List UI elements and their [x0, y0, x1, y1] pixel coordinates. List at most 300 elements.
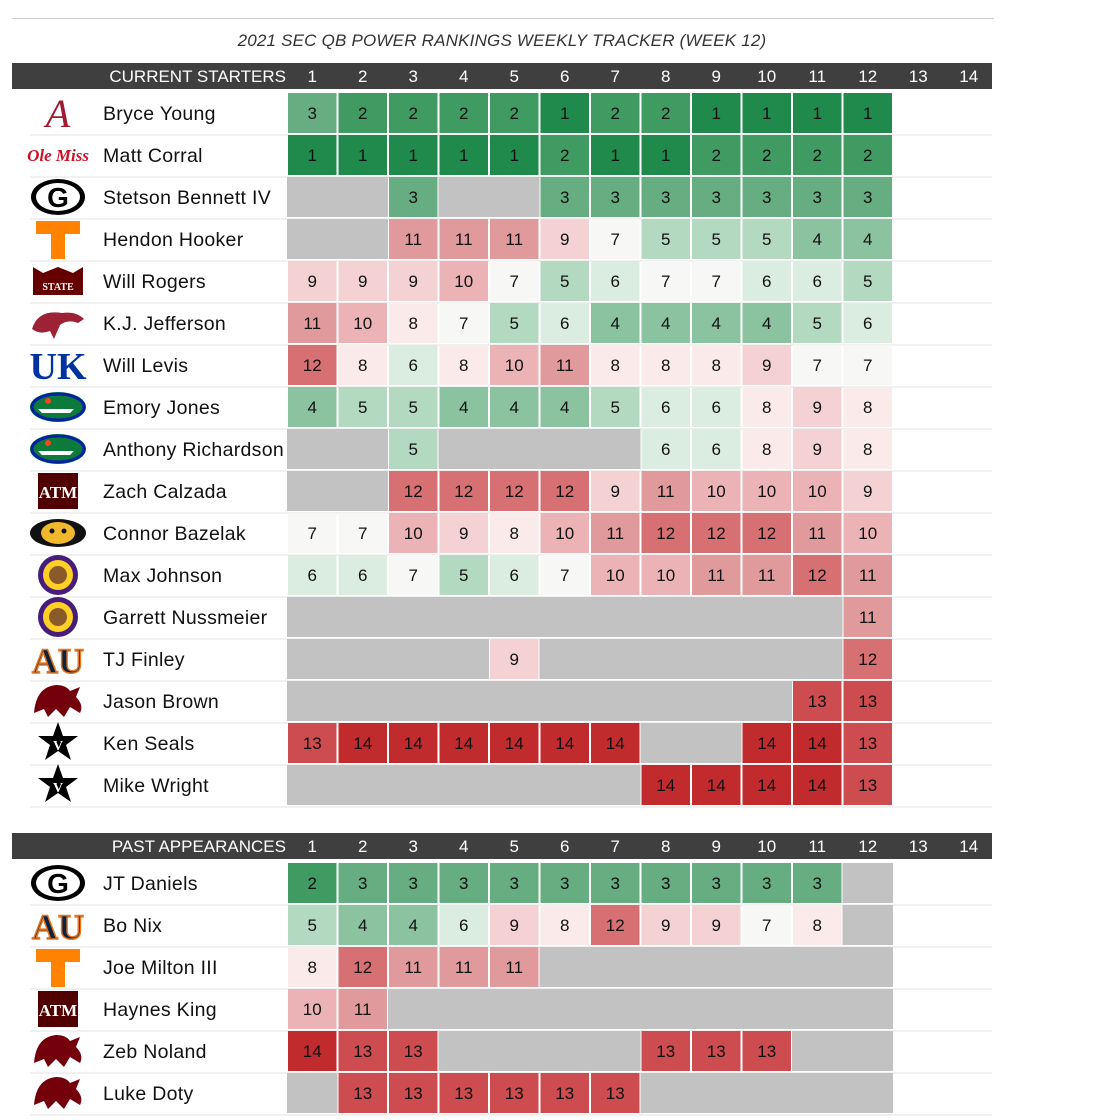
rank-value: 12	[353, 958, 373, 977]
unranked-block	[641, 723, 742, 763]
rank-value: 9	[408, 272, 418, 291]
week-tick-label: 6	[560, 67, 570, 86]
rank-value: 13	[353, 1084, 373, 1103]
rank-value: 6	[358, 566, 368, 585]
rank-value: 2	[711, 146, 721, 165]
tennessee-logo	[36, 949, 80, 987]
unranked-block	[641, 1073, 894, 1113]
player-name: Connor Bazelak	[103, 523, 246, 545]
rank-value: 14	[353, 734, 373, 753]
rank-value: 4	[610, 314, 620, 333]
unranked-block	[287, 177, 388, 217]
player-name: Garrett Nussmeier	[103, 607, 268, 629]
rank-value: 13	[706, 1042, 726, 1061]
unranked-block	[287, 765, 641, 805]
rank-value: 2	[358, 104, 368, 123]
player-name: Matt Corral	[103, 145, 203, 167]
unranked-block	[540, 639, 843, 679]
rank-value: 7	[408, 566, 418, 585]
vanderbilt-logo	[38, 722, 78, 760]
rank-value: 8	[762, 440, 772, 459]
rank-value: 7	[812, 356, 822, 375]
rank-value: 14	[706, 776, 726, 795]
player-name: TJ Finley	[103, 649, 185, 671]
rank-value: 14	[807, 776, 827, 795]
rank-value: 3	[408, 188, 418, 207]
rank-value: 14	[555, 734, 575, 753]
rank-value: 10	[807, 482, 827, 501]
week-tick-label: 12	[858, 67, 878, 86]
rank-value: 5	[812, 314, 822, 333]
rank-value: 8	[459, 356, 469, 375]
svg-text:AU: AU	[32, 907, 84, 947]
auburn-logo	[32, 641, 84, 681]
unranked-block	[439, 1031, 641, 1071]
unranked-block	[287, 471, 388, 511]
svg-text:Ole Miss: Ole Miss	[27, 146, 89, 165]
table-row	[30, 947, 992, 989]
rank-value: 6	[307, 566, 317, 585]
rank-value: 2	[408, 104, 418, 123]
florida-logo	[30, 392, 86, 422]
rank-value: 13	[858, 692, 878, 711]
table-row	[30, 989, 992, 1031]
rank-value: 7	[661, 272, 671, 291]
rank-value: 10	[302, 1000, 322, 1019]
texas-am-logo	[38, 991, 78, 1027]
player-name: Hendon Hooker	[103, 229, 244, 251]
rank-value: 1	[711, 104, 721, 123]
rank-value: 1	[459, 146, 469, 165]
table-row	[30, 345, 993, 388]
rank-value: 6	[459, 916, 469, 935]
rank-value: 9	[812, 398, 822, 417]
table-row	[30, 303, 992, 345]
rank-value: 2	[560, 146, 570, 165]
rank-value: 9	[661, 916, 671, 935]
rank-value: 6	[610, 272, 620, 291]
rank-value: 5	[509, 314, 519, 333]
unranked-block	[843, 863, 894, 903]
rank-value: 2	[762, 146, 772, 165]
rank-value: 4	[711, 314, 721, 333]
rank-value: 5	[610, 398, 620, 417]
week-tick-label: 3	[408, 837, 418, 856]
unranked-block	[287, 429, 388, 469]
rank-value: 7	[307, 524, 317, 543]
rank-value: 1	[307, 146, 317, 165]
rank-value: 1	[509, 146, 519, 165]
auburn-logo	[32, 907, 84, 947]
rank-value: 7	[610, 230, 620, 249]
florida-logo	[30, 434, 86, 464]
rank-value: 3	[711, 188, 721, 207]
rank-value: 3	[711, 874, 721, 893]
rank-value: 8	[307, 958, 317, 977]
week-tick-label: 13	[908, 837, 928, 856]
rank-value: 13	[757, 1042, 777, 1061]
table-row	[30, 1031, 992, 1073]
rank-value: 2	[863, 146, 873, 165]
rank-value: 5	[408, 398, 418, 417]
rank-value: 2	[509, 104, 519, 123]
rank-value: 13	[403, 1042, 423, 1061]
player-name: Luke Doty	[103, 1083, 194, 1105]
rank-value: 11	[858, 566, 877, 585]
rank-value: 7	[509, 272, 519, 291]
tennessee-logo	[36, 221, 80, 259]
week-tick-label: 7	[610, 837, 620, 856]
player-name: Ken Seals	[103, 733, 195, 755]
week-tick-label: 13	[908, 67, 928, 86]
rank-value: 11	[555, 356, 574, 375]
player-name: Will Rogers	[103, 271, 206, 293]
south-carolina-logo	[34, 1077, 81, 1109]
rank-value: 10	[858, 524, 878, 543]
rank-value: 10	[403, 524, 423, 543]
rank-value: 12	[403, 482, 423, 501]
rank-value: 8	[509, 524, 519, 543]
rank-value: 3	[408, 874, 418, 893]
rank-value: 12	[504, 482, 524, 501]
missouri-logo	[30, 519, 86, 547]
rank-value: 1	[358, 146, 368, 165]
rank-value: 3	[863, 188, 873, 207]
rank-value: 3	[762, 188, 772, 207]
rank-value: 4	[408, 916, 418, 935]
rank-value: 10	[656, 566, 676, 585]
svg-text:A: A	[45, 91, 71, 136]
rank-value: 6	[711, 440, 721, 459]
texas-am-logo	[38, 473, 78, 509]
rank-value: 10	[706, 482, 726, 501]
unranked-block	[287, 681, 792, 721]
week-tick-label: 9	[711, 67, 721, 86]
player-name: Max Johnson	[103, 565, 223, 587]
unranked-block	[287, 639, 489, 679]
rank-value: 3	[661, 188, 671, 207]
rank-value: 14	[302, 1042, 322, 1061]
table-row	[30, 177, 992, 219]
section-header	[12, 63, 992, 89]
rank-value: 3	[610, 874, 620, 893]
player-name: Will Levis	[103, 355, 189, 377]
rank-value: 4	[560, 398, 570, 417]
rank-value: 4	[762, 314, 772, 333]
svg-text:G: G	[47, 182, 69, 213]
rank-value: 13	[504, 1084, 524, 1103]
rank-value: 3	[610, 188, 620, 207]
vanderbilt-logo	[38, 764, 78, 802]
rank-value: 12	[605, 916, 625, 935]
rank-value: 13	[302, 734, 322, 753]
table-row	[30, 429, 992, 471]
rank-value: 4	[509, 398, 519, 417]
rank-value: 8	[358, 356, 368, 375]
week-tick-label: 2	[358, 67, 368, 86]
rank-value: 4	[812, 230, 822, 249]
rank-value: 2	[610, 104, 620, 123]
player-name: Haynes King	[103, 999, 217, 1021]
rank-value: 11	[404, 230, 423, 249]
rank-value: 10	[504, 356, 524, 375]
table-row	[30, 555, 992, 597]
rank-value: 10	[454, 272, 474, 291]
rank-value: 9	[863, 482, 873, 501]
rank-value: 5	[661, 230, 671, 249]
rank-value: 1	[812, 104, 822, 123]
week-tick-label: 10	[757, 837, 777, 856]
south-carolina-logo	[34, 1035, 81, 1067]
svg-text:STATE: STATE	[42, 282, 74, 293]
rank-value: 11	[353, 1000, 372, 1019]
rank-value: 11	[808, 524, 827, 543]
svg-text:UK: UK	[29, 346, 87, 388]
player-name: Joe Milton III	[103, 957, 218, 979]
ole-miss-logo	[27, 146, 89, 165]
rank-value: 6	[661, 398, 671, 417]
rank-value: 11	[404, 958, 423, 977]
rank-value: 11	[606, 524, 625, 543]
rank-value: 13	[403, 1084, 423, 1103]
week-tick-label: 1	[307, 67, 317, 86]
player-name: Anthony Richardson	[103, 439, 285, 461]
week-tick-label: 14	[959, 67, 979, 86]
rank-value: 12	[302, 356, 322, 375]
rank-value: 8	[863, 398, 873, 417]
rank-value: 2	[661, 104, 671, 123]
rank-value: 14	[454, 734, 474, 753]
table-row	[30, 91, 992, 136]
rank-value: 13	[454, 1084, 474, 1103]
table-row	[27, 135, 992, 177]
svg-text:V: V	[52, 781, 64, 796]
rank-value: 12	[757, 524, 777, 543]
table-row	[30, 863, 992, 905]
georgia-logo	[31, 865, 85, 901]
rank-value: 8	[762, 398, 772, 417]
rank-value: 9	[509, 916, 519, 935]
rank-value: 7	[560, 566, 570, 585]
rank-value: 1	[560, 104, 570, 123]
rank-value: 7	[863, 356, 873, 375]
player-name: Zach Calzada	[103, 481, 227, 503]
rank-value: 11	[454, 958, 473, 977]
rank-value: 5	[711, 230, 721, 249]
rank-value: 11	[505, 230, 524, 249]
player-name: Jason Brown	[103, 691, 220, 713]
unranked-block	[540, 947, 894, 987]
rank-value: 3	[509, 874, 519, 893]
rank-value: 7	[459, 314, 469, 333]
table-row	[30, 261, 992, 303]
rank-value: 13	[858, 734, 878, 753]
rank-value: 12	[858, 650, 878, 669]
rank-value: 10	[555, 524, 575, 543]
unranked-block	[439, 177, 540, 217]
svg-text:ATM: ATM	[38, 1001, 78, 1020]
section-header-label: CURRENT STARTERS	[109, 67, 286, 86]
rank-value: 6	[711, 398, 721, 417]
table-row	[30, 513, 992, 555]
rank-value: 7	[358, 524, 368, 543]
table-row	[30, 722, 992, 765]
rank-value: 13	[807, 692, 827, 711]
rank-value: 13	[858, 776, 878, 795]
rank-value: 9	[509, 650, 519, 669]
rank-value: 1	[610, 146, 620, 165]
chart-title: 2021 SEC QB POWER RANKINGS WEEKLY TRACKER (WEEK 12)	[237, 31, 767, 50]
rank-value: 3	[459, 874, 469, 893]
rank-value: 8	[711, 356, 721, 375]
rank-value: 9	[610, 482, 620, 501]
rank-value: 5	[560, 272, 570, 291]
rank-value: 8	[661, 356, 671, 375]
unranked-block	[843, 905, 894, 945]
rank-value: 1	[408, 146, 418, 165]
table-row	[30, 387, 992, 429]
rank-value: 12	[807, 566, 827, 585]
rank-value: 13	[656, 1042, 676, 1061]
rank-value: 3	[812, 874, 822, 893]
rank-value: 13	[353, 1042, 373, 1061]
rank-value: 10	[353, 314, 373, 333]
rank-value: 10	[605, 566, 625, 585]
rank-value: 6	[863, 314, 873, 333]
lsu-logo	[38, 597, 78, 637]
rank-value: 5	[459, 566, 469, 585]
rank-value: 14	[403, 734, 423, 753]
rank-value: 4	[661, 314, 671, 333]
rank-value: 9	[711, 916, 721, 935]
rank-value: 5	[307, 916, 317, 935]
svg-text:V: V	[52, 739, 64, 754]
rank-value: 5	[358, 398, 368, 417]
rank-value: 3	[812, 188, 822, 207]
table-row	[30, 219, 992, 261]
rank-value: 9	[459, 524, 469, 543]
south-carolina-logo	[34, 685, 81, 717]
rank-value: 7	[711, 272, 721, 291]
rank-value: 6	[509, 566, 519, 585]
unranked-block	[388, 989, 893, 1029]
rank-value: 11	[505, 958, 524, 977]
week-tick-label: 14	[959, 837, 979, 856]
week-tick-label: 4	[459, 67, 469, 86]
svg-text:ATM: ATM	[38, 483, 78, 502]
rank-value: 12	[706, 524, 726, 543]
table-row	[30, 764, 992, 807]
mississippi-state-logo	[33, 267, 83, 295]
rank-value: 4	[358, 916, 368, 935]
rank-value: 6	[560, 314, 570, 333]
rank-value: 12	[656, 524, 676, 543]
rank-value: 9	[560, 230, 570, 249]
week-tick-label: 11	[808, 837, 827, 856]
table-row	[30, 1073, 992, 1115]
rank-value: 1	[661, 146, 671, 165]
unranked-block	[287, 219, 388, 259]
rank-value: 11	[303, 314, 322, 333]
rank-value: 9	[358, 272, 368, 291]
rank-value: 12	[454, 482, 474, 501]
table-row	[30, 681, 992, 723]
rank-value: 5	[762, 230, 772, 249]
week-tick-label: 4	[459, 837, 469, 856]
week-tick-label: 1	[307, 837, 317, 856]
svg-text:AU: AU	[32, 641, 84, 681]
week-tick-label: 5	[509, 837, 519, 856]
unranked-block	[792, 1031, 893, 1071]
rank-value: 6	[661, 440, 671, 459]
rank-value: 11	[656, 482, 675, 501]
section-header-label: PAST APPEARANCES	[111, 837, 286, 856]
player-name: Zeb Noland	[103, 1041, 207, 1063]
rank-value: 5	[408, 440, 418, 459]
rank-value: 5	[863, 272, 873, 291]
rank-value: 14	[605, 734, 625, 753]
rank-value: 3	[762, 874, 772, 893]
rank-value: 3	[307, 104, 317, 123]
player-name: Stetson Bennett IV	[103, 187, 272, 209]
player-name: Bo Nix	[103, 915, 163, 937]
rank-value: 9	[812, 440, 822, 459]
lsu-logo	[38, 555, 78, 595]
week-tick-label: 12	[858, 837, 878, 856]
rank-value: 11	[454, 230, 473, 249]
unranked-block	[439, 429, 641, 469]
rank-value: 8	[610, 356, 620, 375]
rank-value: 3	[661, 874, 671, 893]
rank-value: 4	[459, 398, 469, 417]
table-row	[30, 639, 992, 681]
week-tick-label: 2	[358, 837, 368, 856]
week-tick-label: 8	[661, 837, 671, 856]
section-header	[12, 833, 992, 859]
rank-value: 14	[504, 734, 524, 753]
rank-value: 1	[863, 104, 873, 123]
week-tick-label: 9	[711, 837, 721, 856]
rank-value: 8	[812, 916, 822, 935]
week-tick-label: 6	[560, 837, 570, 856]
rank-value: 3	[358, 874, 368, 893]
rank-value: 4	[307, 398, 317, 417]
rank-value: 9	[307, 272, 317, 291]
rank-value: 14	[757, 776, 777, 795]
week-tick-label: 8	[661, 67, 671, 86]
player-name: K.J. Jefferson	[103, 313, 227, 335]
rank-value: 6	[762, 272, 772, 291]
table-row	[30, 597, 992, 639]
rank-value: 2	[307, 874, 317, 893]
player-name: Emory Jones	[103, 397, 221, 419]
rank-value: 14	[757, 734, 777, 753]
rank-value: 6	[408, 356, 418, 375]
rank-value: 6	[812, 272, 822, 291]
player-name: JT Daniels	[103, 873, 198, 895]
player-name: Mike Wright	[103, 775, 209, 797]
rank-value: 11	[757, 566, 776, 585]
unranked-block	[287, 1073, 338, 1113]
rank-value: 13	[605, 1084, 625, 1103]
week-tick-label: 10	[757, 67, 777, 86]
table-row	[30, 905, 992, 947]
week-tick-label: 5	[509, 67, 519, 86]
player-name: Bryce Young	[103, 103, 216, 125]
rank-value: 14	[807, 734, 827, 753]
svg-text:G: G	[47, 868, 69, 899]
week-tick-label: 7	[610, 67, 620, 86]
